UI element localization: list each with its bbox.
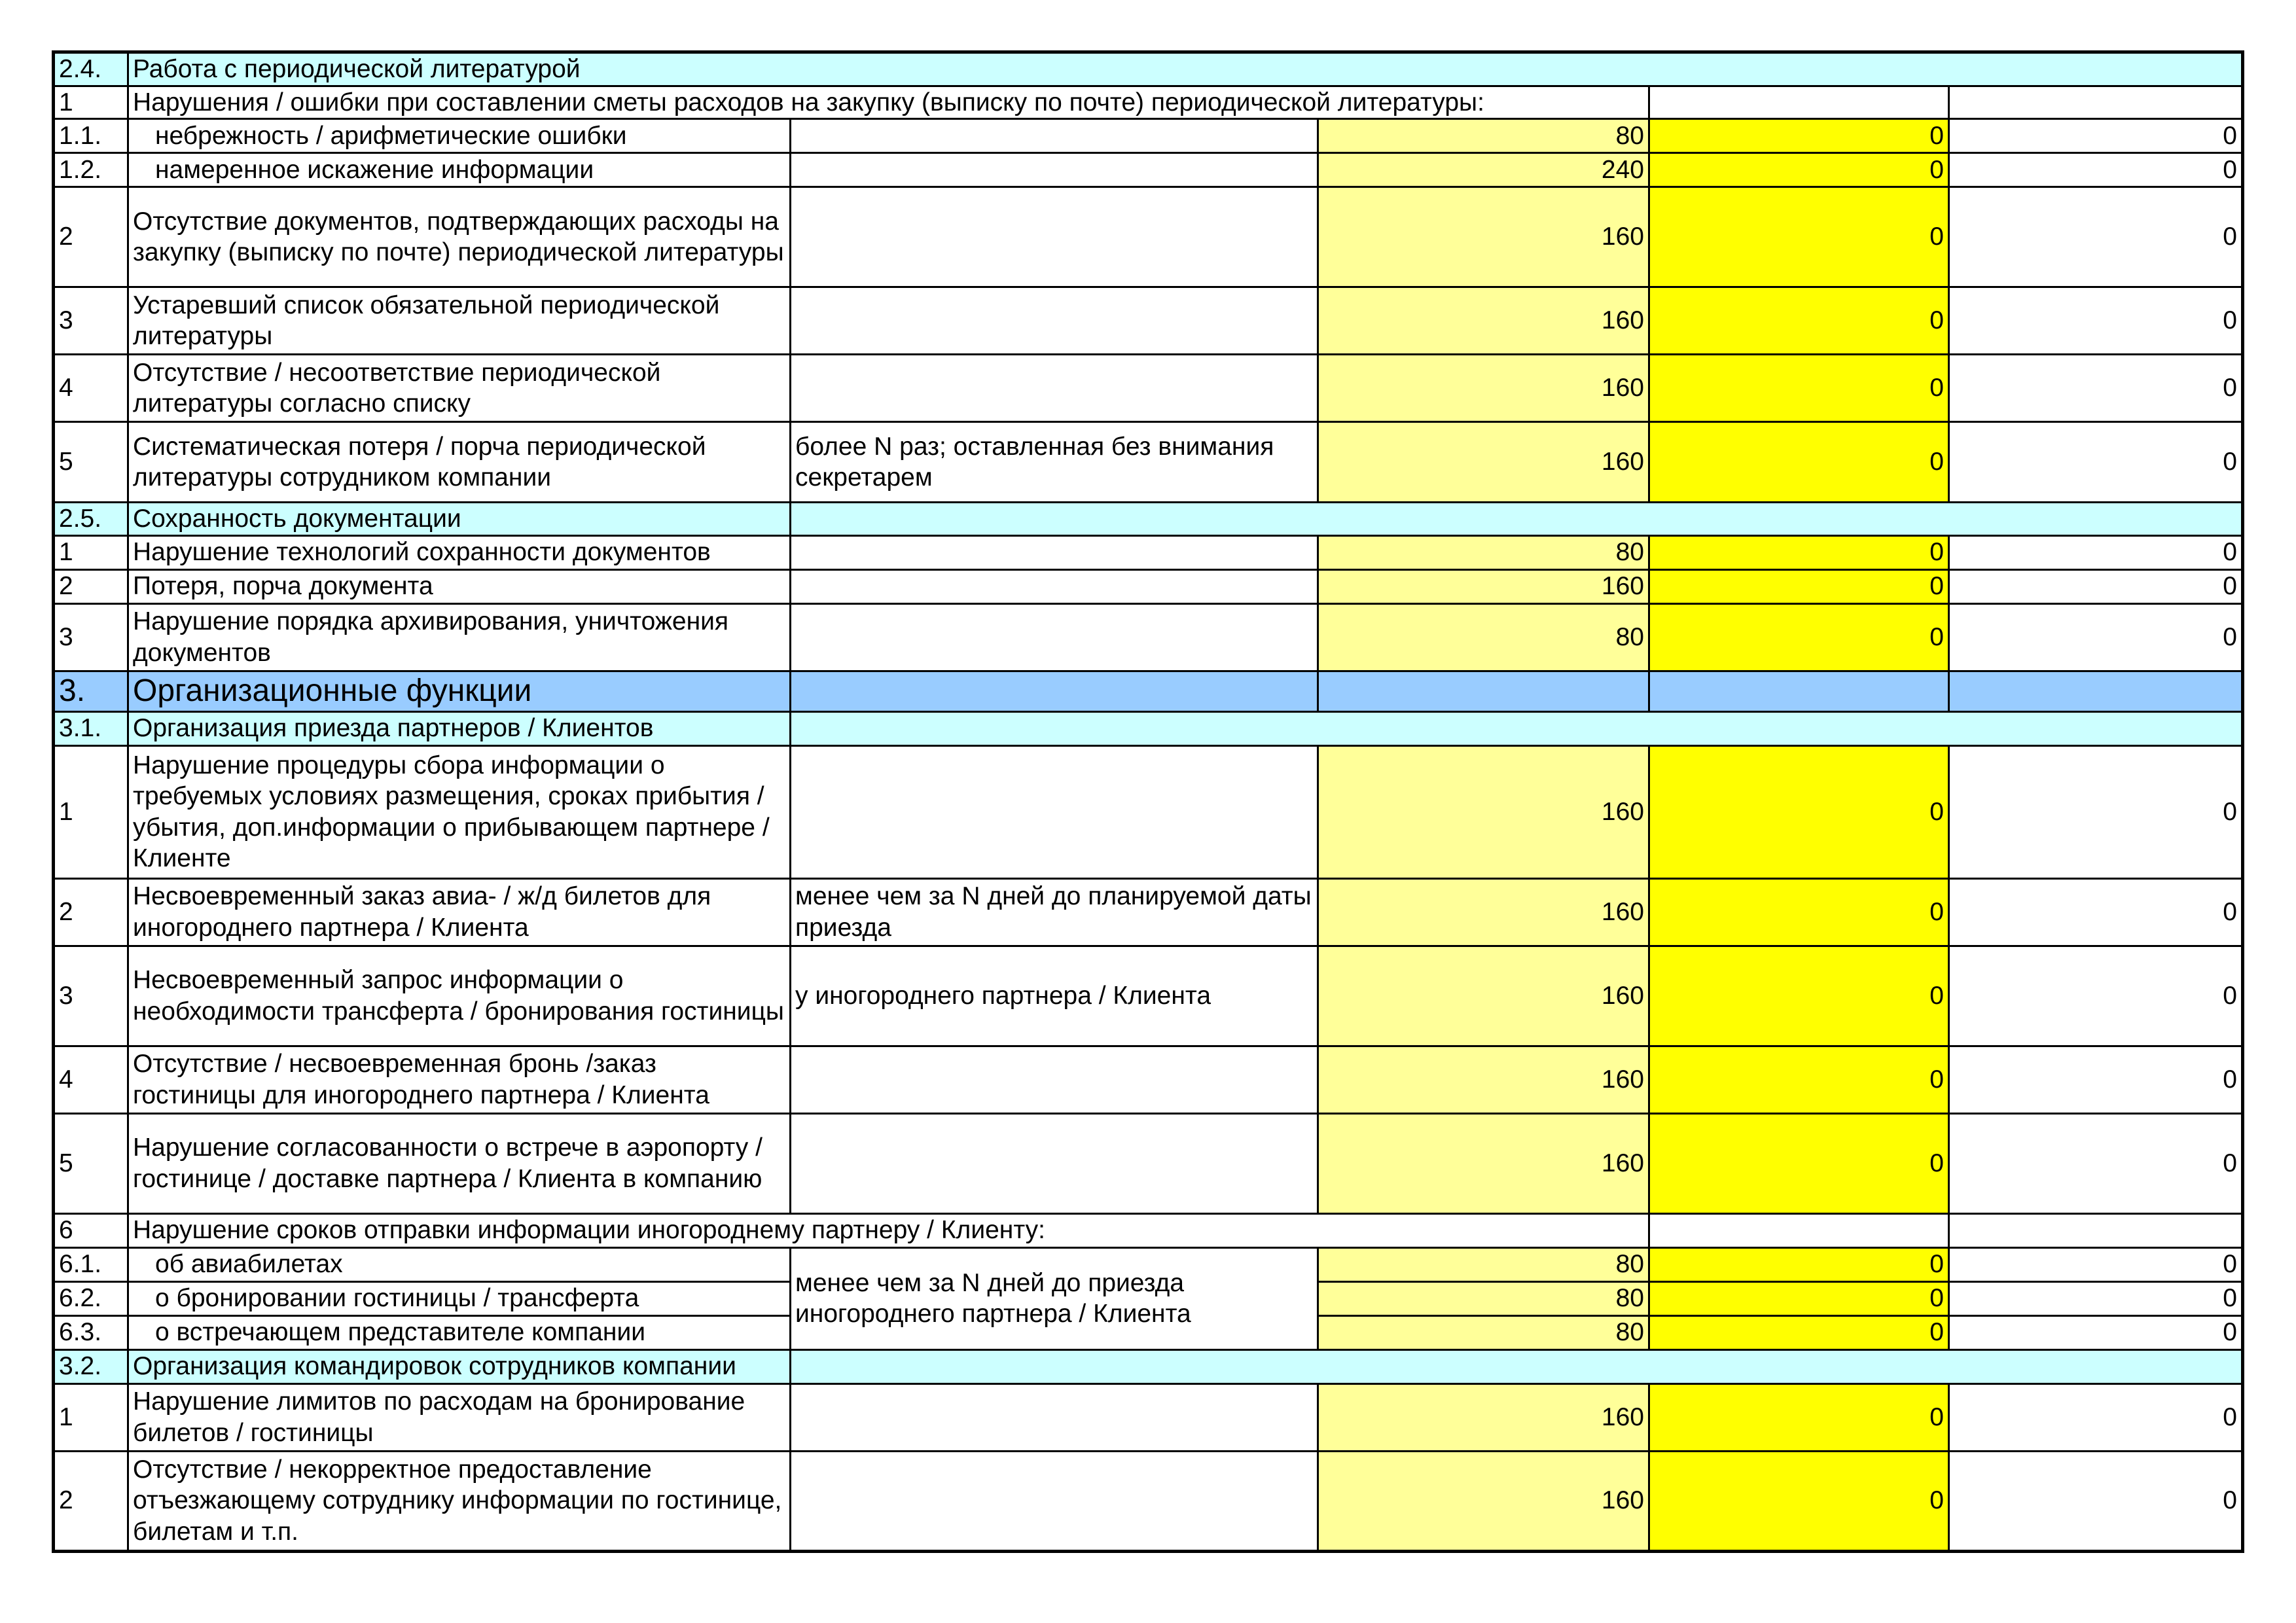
condition-note xyxy=(791,535,1318,569)
table-body xyxy=(54,52,2243,1552)
violation-text: о встречающем представителе компании xyxy=(128,1315,791,1349)
table-row xyxy=(54,1451,2243,1551)
row-number: 3. xyxy=(54,671,128,711)
violation-text: Потеря, порча документа xyxy=(128,569,791,603)
empty-cell xyxy=(1949,1213,2243,1247)
score-value: 160 xyxy=(1318,287,1649,355)
condition-note xyxy=(791,287,1318,355)
subsection-title: Организация приезда партнеров / Клиентов xyxy=(128,711,791,745)
row-number: 2 xyxy=(54,187,128,287)
violation-text: Несвоевременный заказ авиа- / ж/д билетов для иногороднего партнера / Клиента xyxy=(128,878,791,946)
result-value: 0 xyxy=(1949,1315,2243,1349)
score-value: 160 xyxy=(1318,1046,1649,1113)
violation-text: Нарушение порядка архивирования, уничтожения документов xyxy=(128,603,791,671)
result-value: 0 xyxy=(1949,355,2243,422)
row-number: 6.1. xyxy=(54,1247,128,1281)
score-value: 160 xyxy=(1318,569,1649,603)
table-row xyxy=(54,745,2243,878)
score-value: 80 xyxy=(1318,1247,1649,1281)
table-row xyxy=(54,1113,2243,1213)
subsection-fill xyxy=(791,711,2243,745)
table-row xyxy=(54,878,2243,946)
count-value: 0 xyxy=(1649,355,1949,422)
row-number: 1 xyxy=(54,745,128,878)
violation-text: Устаревший список обязательной периодической литературы xyxy=(128,287,791,355)
evaluation-table xyxy=(52,50,2244,1553)
table-row xyxy=(54,569,2243,603)
count-value: 0 xyxy=(1649,878,1949,946)
table-row xyxy=(54,1383,2243,1451)
row-number: 2.5. xyxy=(54,503,128,536)
count-value: 0 xyxy=(1649,119,1949,153)
row-number: 2.4. xyxy=(54,52,128,86)
row-number: 1 xyxy=(54,535,128,569)
violation-text: Отсутствие / несоответствие периодической литературы согласно списку xyxy=(128,355,791,422)
subsection-title: Работа с периодической литературой xyxy=(128,52,2243,86)
violation-text: Отсутствие / некорректное предоставление отъезжающему сотруднику информации по гостинице, билетам и т.п. xyxy=(128,1451,791,1551)
table-row xyxy=(54,603,2243,671)
condition-note: менее чем за N дней до приезда иногороднего партнера / Клиента xyxy=(791,1247,1318,1349)
score-value: 160 xyxy=(1318,1383,1649,1451)
result-value: 0 xyxy=(1949,287,2243,355)
score-value: 160 xyxy=(1318,355,1649,422)
group-header-row xyxy=(54,1213,2243,1247)
result-value: 0 xyxy=(1949,946,2243,1046)
row-number: 2 xyxy=(54,1451,128,1551)
count-value: 0 xyxy=(1649,946,1949,1046)
table-row xyxy=(54,287,2243,355)
condition-note xyxy=(791,603,1318,671)
result-value: 0 xyxy=(1949,119,2243,153)
count-value: 0 xyxy=(1649,287,1949,355)
condition-note xyxy=(791,1113,1318,1213)
condition-note xyxy=(791,187,1318,287)
row-number: 5 xyxy=(54,422,128,503)
result-value: 0 xyxy=(1949,153,2243,187)
table-row xyxy=(54,1247,2243,1281)
result-value: 0 xyxy=(1949,878,2243,946)
section-fill xyxy=(791,671,1318,711)
result-value: 0 xyxy=(1949,745,2243,878)
table-row xyxy=(54,1046,2243,1113)
condition-note xyxy=(791,745,1318,878)
score-value: 80 xyxy=(1318,1281,1649,1315)
condition-note xyxy=(791,355,1318,422)
count-value: 0 xyxy=(1649,1451,1949,1551)
violation-text: Нарушение технологий сохранности документов xyxy=(128,535,791,569)
score-value: 160 xyxy=(1318,187,1649,287)
violation-text: Нарушение лимитов по расходам на бронирование билетов / гостиницы xyxy=(128,1383,791,1451)
row-number: 2 xyxy=(54,878,128,946)
row-number: 1.1. xyxy=(54,119,128,153)
condition-note: менее чем за N дней до планируемой даты приезда xyxy=(791,878,1318,946)
score-value: 240 xyxy=(1318,153,1649,187)
table-row xyxy=(54,119,2243,153)
violation-text: о бронировании гостиницы / трансферта xyxy=(128,1281,791,1315)
row-number: 3 xyxy=(54,287,128,355)
score-value: 80 xyxy=(1318,119,1649,153)
section-fill xyxy=(1318,671,1649,711)
table-row xyxy=(54,355,2243,422)
score-value: 80 xyxy=(1318,1315,1649,1349)
subsection-title: Сохранность документации xyxy=(128,503,791,536)
row-number: 6 xyxy=(54,1213,128,1247)
count-value: 0 xyxy=(1649,1113,1949,1213)
condition-note xyxy=(791,1383,1318,1451)
result-value: 0 xyxy=(1949,535,2243,569)
score-value: 80 xyxy=(1318,603,1649,671)
table-row xyxy=(54,946,2243,1046)
row-number: 6.3. xyxy=(54,1315,128,1349)
score-value: 160 xyxy=(1318,1113,1649,1213)
row-number: 2 xyxy=(54,569,128,603)
count-value: 0 xyxy=(1649,422,1949,503)
table-row xyxy=(54,153,2243,187)
section-row xyxy=(54,671,2243,711)
score-value: 160 xyxy=(1318,878,1649,946)
result-value: 0 xyxy=(1949,187,2243,287)
condition-note xyxy=(791,119,1318,153)
table-row xyxy=(54,422,2243,503)
row-number: 1.2. xyxy=(54,153,128,187)
condition-note xyxy=(791,569,1318,603)
violation-text: Отсутствие документов, подтверждающих расходы на закупку (выписку по почте) периодической литературы xyxy=(128,187,791,287)
empty-cell xyxy=(1949,86,2243,119)
subsection-row xyxy=(54,52,2243,86)
result-value: 0 xyxy=(1949,1383,2243,1451)
row-number: 5 xyxy=(54,1113,128,1213)
violation-text: Систематическая потеря / порча периодической литературы сотрудником компании xyxy=(128,422,791,503)
empty-cell xyxy=(1649,86,1949,119)
result-value: 0 xyxy=(1949,1046,2243,1113)
condition-note: более N раз; оставленная без внимания секретарем xyxy=(791,422,1318,503)
subsection-fill xyxy=(791,503,2243,536)
count-value: 0 xyxy=(1649,153,1949,187)
empty-cell xyxy=(1649,1213,1949,1247)
result-value: 0 xyxy=(1949,1281,2243,1315)
result-value: 0 xyxy=(1949,1247,2243,1281)
result-value: 0 xyxy=(1949,569,2243,603)
score-value: 80 xyxy=(1318,535,1649,569)
violation-text: намеренное искажение информации xyxy=(128,153,791,187)
result-value: 0 xyxy=(1949,603,2243,671)
row-number: 1 xyxy=(54,86,128,119)
subsection-row xyxy=(54,711,2243,745)
result-value: 0 xyxy=(1949,1113,2243,1213)
score-value: 160 xyxy=(1318,946,1649,1046)
table-row xyxy=(54,535,2243,569)
section-title: Организационные функции xyxy=(128,671,791,711)
group-header-row xyxy=(54,86,2243,119)
condition-note: у иногороднего партнера / Клиента xyxy=(791,946,1318,1046)
condition-note xyxy=(791,1451,1318,1551)
row-number: 4 xyxy=(54,355,128,422)
violation-text: небрежность / арифметические ошибки xyxy=(128,119,791,153)
row-number: 1 xyxy=(54,1383,128,1451)
count-value: 0 xyxy=(1649,1281,1949,1315)
count-value: 0 xyxy=(1649,1315,1949,1349)
violation-text: Нарушение согласованности о встрече в аэропорту / гостинице / доставке партнера / Клиента в компанию xyxy=(128,1113,791,1213)
score-value: 160 xyxy=(1318,422,1649,503)
score-value: 160 xyxy=(1318,745,1649,878)
violation-text: Нарушение процедуры сбора информации о требуемых условиях размещения, сроках прибытия / убытия, доп.информации о прибывающем партнере / Клиенте xyxy=(128,745,791,878)
row-number: 6.2. xyxy=(54,1281,128,1315)
count-value: 0 xyxy=(1649,1383,1949,1451)
count-value: 0 xyxy=(1649,187,1949,287)
count-value: 0 xyxy=(1649,535,1949,569)
row-number: 3 xyxy=(54,603,128,671)
score-value: 160 xyxy=(1318,1451,1649,1551)
count-value: 0 xyxy=(1649,1046,1949,1113)
violation-text: Отсутствие / несвоевременная бронь /заказ гостиницы для иногороднего партнера / Клиента xyxy=(128,1046,791,1113)
violation-text: Несвоевременный запрос информации о необходимости трансферта / бронирования гостиницы xyxy=(128,946,791,1046)
subsection-title: Организация командировок сотрудников компании xyxy=(128,1349,791,1383)
row-number: 3.1. xyxy=(54,711,128,745)
section-fill xyxy=(1949,671,2243,711)
count-value: 0 xyxy=(1649,569,1949,603)
row-number: 4 xyxy=(54,1046,128,1113)
section-fill xyxy=(1649,671,1949,711)
count-value: 0 xyxy=(1649,745,1949,878)
result-value: 0 xyxy=(1949,422,2243,503)
count-value: 0 xyxy=(1649,1247,1949,1281)
violation-text: об авиабилетах xyxy=(128,1247,791,1281)
table-row xyxy=(54,187,2243,287)
row-number: 3.2. xyxy=(54,1349,128,1383)
row-number: 3 xyxy=(54,946,128,1046)
condition-note xyxy=(791,1046,1318,1113)
group-title: Нарушения / ошибки при составлении сметы расходов на закупку (выписку по почте) периодической литературы: xyxy=(128,86,1649,119)
condition-note xyxy=(791,153,1318,187)
subsection-row xyxy=(54,1349,2243,1383)
subsection-row xyxy=(54,503,2243,536)
subsection-fill xyxy=(791,1349,2243,1383)
group-title: Нарушение сроков отправки информации иногороднему партнеру / Клиенту: xyxy=(128,1213,1649,1247)
result-value: 0 xyxy=(1949,1451,2243,1551)
count-value: 0 xyxy=(1649,603,1949,671)
